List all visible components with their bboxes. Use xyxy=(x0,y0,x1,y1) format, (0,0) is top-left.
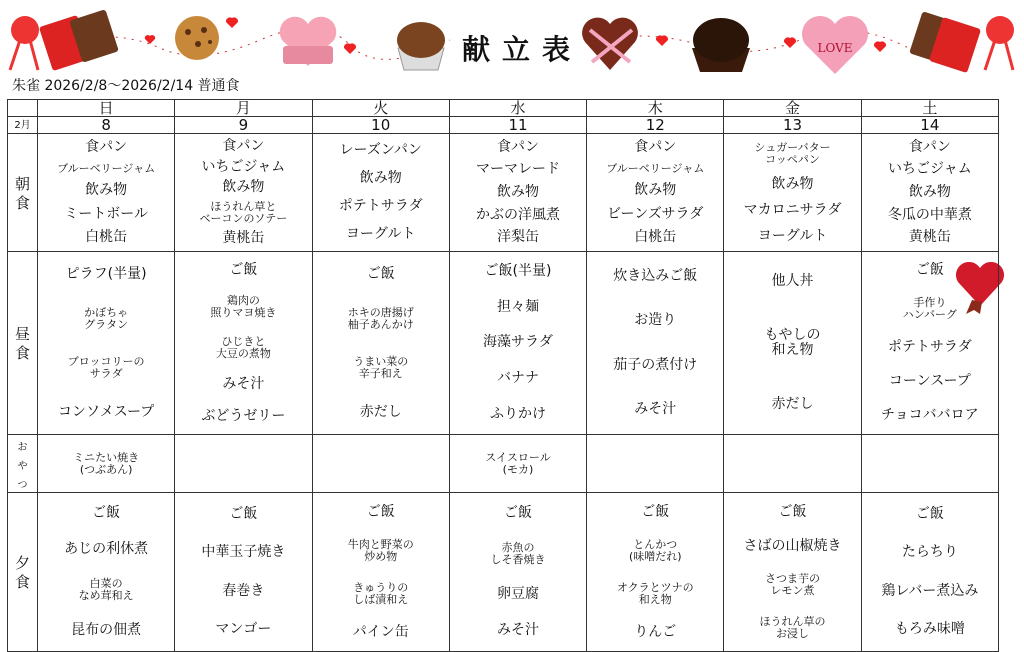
menu-item: レーズンパン xyxy=(339,141,422,158)
menu-item: スイスロール (モカ) xyxy=(485,450,551,476)
menu-item: きゅうりの しば漬和え xyxy=(353,580,409,606)
meal-label-text: 夕 食 xyxy=(14,554,30,591)
breakfast-row xyxy=(8,134,999,252)
menu-item: 白桃缶 xyxy=(634,228,677,245)
menu-item: 飲み物 xyxy=(222,179,265,196)
menu-item: みそ汁 xyxy=(496,622,539,639)
menu-item: 担々麺 xyxy=(496,298,539,315)
menu-cell-items xyxy=(313,493,449,651)
menu-item: 昆布の佃煮 xyxy=(71,622,142,639)
menu-item: いちごジャム xyxy=(201,158,286,175)
menu-cell-items xyxy=(862,134,998,251)
menu-item: 鶏レバー煮込み xyxy=(881,582,979,599)
weekday-header: 月 xyxy=(175,100,312,117)
love-heart-icon xyxy=(802,16,868,74)
menu-item: あじの利休煮 xyxy=(64,540,149,557)
date-header: 8 xyxy=(38,117,175,134)
menu-item: 洋梨缶 xyxy=(496,229,539,246)
meal-label xyxy=(8,493,38,652)
menu-item: うまい菜の 辛子和え xyxy=(353,354,409,380)
menu-item: 食パン xyxy=(496,138,539,155)
menu-cell-items xyxy=(175,134,311,251)
menu-item: 飲み物 xyxy=(359,169,402,186)
menu-cell-items xyxy=(175,435,311,492)
menu-item: ご飯 xyxy=(92,504,121,521)
weekday-header: 木 xyxy=(587,100,724,117)
menu-item: チョコババロア xyxy=(881,406,979,423)
menu-cell xyxy=(861,252,998,435)
menu-cell xyxy=(861,435,998,493)
menu-item: ピラフ(半量) xyxy=(65,265,147,282)
menu-item: パイン缶 xyxy=(352,623,409,640)
menu-item: ブルーベリージャム xyxy=(57,162,156,176)
menu-cell-items xyxy=(38,252,174,434)
menu-cell xyxy=(175,435,312,493)
menu-cell xyxy=(312,134,449,252)
weekday-header-row xyxy=(8,100,999,117)
menu-cell xyxy=(724,493,861,652)
menu-item: 赤魚の しそ香焼き xyxy=(490,540,546,566)
menu-item: ぶどうゼリー xyxy=(201,407,286,424)
menu-item: ミートボール xyxy=(64,205,148,222)
menu-item: 中華玉子焼き xyxy=(201,544,286,561)
menu-cell-items xyxy=(724,252,860,434)
menu-cell-items xyxy=(862,435,998,492)
menu-item: 鶏肉の 照りマヨ焼き xyxy=(210,293,277,319)
menu-item: 牛肉と野菜の 炒め物 xyxy=(347,537,414,563)
menu-cell-items xyxy=(587,252,723,434)
menu-cell xyxy=(449,252,586,435)
menu-cell-items xyxy=(587,435,723,492)
menu-cell-items xyxy=(175,493,311,651)
menu-item: ビーンズサラダ xyxy=(607,205,704,222)
menu-item: 食パン xyxy=(85,139,128,156)
menu-item: オクラとツナの 和え物 xyxy=(616,580,694,606)
weekday-header: 日 xyxy=(38,100,175,117)
menu-item: ご飯 xyxy=(641,503,670,520)
ribbon-right-icon xyxy=(985,16,1014,70)
menu-cell xyxy=(175,252,312,435)
menu-item: 黄桃缶 xyxy=(222,230,265,247)
menu-item: ブロッコリーの サラダ xyxy=(67,354,145,380)
heart-cake-icon xyxy=(280,17,337,66)
menu-cell xyxy=(449,435,586,493)
menu-item: ひじきと 大豆の煮物 xyxy=(215,334,271,360)
menu-item: コーンスープ xyxy=(888,372,971,389)
menu-item: ご飯 xyxy=(778,503,807,520)
menu-cell xyxy=(38,435,175,493)
menu-cell xyxy=(449,134,586,252)
weekday-header: 火 xyxy=(312,100,449,117)
weekday-header: 水 xyxy=(449,100,586,117)
menu-item: 海藻サラダ xyxy=(483,334,553,351)
menu-item: バナナ xyxy=(496,370,539,387)
heart-icon xyxy=(874,41,886,52)
menu-item: マーマレード xyxy=(475,161,560,178)
menu-item: ご飯 xyxy=(366,265,395,282)
weekday-header: 金 xyxy=(724,100,861,117)
heart-box-icon xyxy=(582,18,638,70)
menu-cell xyxy=(587,134,724,252)
menu-cell xyxy=(312,252,449,435)
menu-item: ほうれん草と ベーコンのソテー xyxy=(199,200,288,226)
menu-item: 白菜の なめ茸和え xyxy=(78,577,134,603)
dinner-row xyxy=(8,493,999,652)
meal-label xyxy=(8,134,38,252)
menu-item: 飲み物 xyxy=(908,183,951,200)
menu-cell-items xyxy=(450,252,586,434)
month-label: 2月 xyxy=(8,117,38,134)
date-header-row xyxy=(8,117,999,134)
menu-cell-items xyxy=(724,493,860,651)
menu-cell-items xyxy=(313,252,449,434)
menu-cell xyxy=(724,134,861,252)
menu-cell xyxy=(38,134,175,252)
menu-item: シュガーバター コッペパン xyxy=(754,140,831,166)
menu-item: 食パン xyxy=(222,137,265,154)
heart-icon xyxy=(656,35,668,46)
menu-cell-items xyxy=(313,134,449,251)
menu-item: ほうれん草の お浸し xyxy=(759,614,826,640)
meal-label-text: 朝 食 xyxy=(14,174,30,212)
date-header: 13 xyxy=(724,117,861,134)
menu-item: 冬瓜の中華煮 xyxy=(887,206,972,223)
meal-label xyxy=(8,435,38,493)
menu-item: 炊き込みご飯 xyxy=(613,267,698,284)
menu-item: ポテトサラダ xyxy=(338,198,423,215)
menu-cell-items xyxy=(862,493,998,651)
menu-item: ご飯 xyxy=(503,504,532,521)
menu-item: さつま芋の レモン煮 xyxy=(765,571,821,597)
menu-item: ご飯 xyxy=(229,261,258,278)
corner-cell xyxy=(8,100,38,117)
menu-item: ヨーグルト xyxy=(757,227,828,244)
menu-cell xyxy=(175,493,312,652)
menu-cell-items xyxy=(450,134,586,251)
menu-item: ブルーベリージャム xyxy=(606,162,705,176)
menu-cell xyxy=(449,493,586,652)
menu-item: 飲み物 xyxy=(771,175,814,192)
menu-cell-items xyxy=(724,435,860,492)
menu-item: ミニたい焼き (つぶあん) xyxy=(73,450,140,476)
menu-item: 春巻き xyxy=(222,582,265,599)
menu-table xyxy=(7,99,999,652)
menu-item: 手作り ハンバーグ xyxy=(902,296,957,322)
menu-item: 黄桃缶 xyxy=(908,229,951,246)
menu-cell-items xyxy=(175,252,311,434)
menu-item: 食パン xyxy=(634,139,677,156)
lunch-row xyxy=(8,252,999,435)
menu-cell xyxy=(587,252,724,435)
menu-cell xyxy=(861,134,998,252)
date-header: 11 xyxy=(449,117,586,134)
menu-item: 赤だし xyxy=(771,396,814,413)
meal-label-text: お や つ xyxy=(17,442,28,491)
menu-cell xyxy=(724,252,861,435)
menu-item: ポテトサラダ xyxy=(887,338,972,355)
menu-item: 飲み物 xyxy=(85,182,128,199)
snack-row xyxy=(8,435,999,493)
love-text: LOVE xyxy=(817,41,853,55)
menu-item: かぼちゃ グラタン xyxy=(84,305,129,331)
chocolate-bar-right-icon xyxy=(909,11,981,73)
menu-cell-items xyxy=(38,134,174,251)
menu-cell xyxy=(724,435,861,493)
menu-item: ご飯 xyxy=(229,505,258,522)
menu-cell xyxy=(38,493,175,652)
menu-item: みそ汁 xyxy=(222,375,265,392)
menu-cell-items xyxy=(587,493,723,651)
menu-cell xyxy=(312,493,449,652)
menu-cell-items xyxy=(38,493,174,651)
page-subtitle: 朱雀 2026/2/8〜2026/2/14 普通食 xyxy=(12,78,240,94)
menu-item: お造り xyxy=(634,312,677,329)
heart-icon xyxy=(226,17,238,28)
menu-cell xyxy=(861,493,998,652)
menu-cell-items xyxy=(450,493,586,651)
menu-cell xyxy=(587,435,724,493)
menu-item: たらちり xyxy=(901,544,958,561)
meal-label xyxy=(8,252,38,435)
menu-item: 食パン xyxy=(908,138,951,155)
ribbon-left-icon xyxy=(10,16,39,70)
menu-item: 飲み物 xyxy=(496,183,539,200)
menu-item: 卵豆腐 xyxy=(496,586,539,603)
menu-item: りんご xyxy=(634,623,677,640)
menu-cell xyxy=(175,134,312,252)
menu-item: ホキの唐揚げ 柚子あんかけ xyxy=(347,305,414,331)
menu-cell-items xyxy=(862,252,998,434)
menu-item: もやしの 和え物 xyxy=(764,326,821,358)
menu-cell-items xyxy=(313,435,449,492)
menu-item: マンゴー xyxy=(215,621,272,638)
heart-icon xyxy=(784,37,796,48)
date-header: 9 xyxy=(175,117,312,134)
heart-icon xyxy=(344,43,356,54)
menu-item: 赤だし xyxy=(359,403,402,420)
menu-cell-items xyxy=(450,435,586,492)
menu-item: 白桃缶 xyxy=(85,228,128,245)
menu-item: マカロニサラダ xyxy=(743,201,842,218)
menu-item: コンソメスープ xyxy=(57,403,155,420)
menu-item: ご飯 xyxy=(366,503,395,520)
chocolate-cup-icon xyxy=(397,22,445,70)
chocolate-bar-left-icon xyxy=(39,9,119,71)
menu-cell xyxy=(312,435,449,493)
menu-item: もろみ味噌 xyxy=(894,621,965,638)
cookie-icon xyxy=(175,16,219,60)
menu-item: ご飯(半量) xyxy=(484,263,552,280)
menu-cell-items xyxy=(38,435,174,492)
menu-item: ご飯 xyxy=(915,262,944,279)
menu-item: とんかつ (味噌だれ) xyxy=(628,537,682,563)
truffle-icon xyxy=(692,18,750,72)
menu-cell-items xyxy=(724,134,860,251)
date-header: 10 xyxy=(312,117,449,134)
heart-icon xyxy=(145,35,155,44)
menu-item: 飲み物 xyxy=(634,182,677,199)
menu-item: 茄子の煮付け xyxy=(613,356,698,373)
menu-item: ご飯 xyxy=(915,505,944,522)
menu-item: かぶの洋風煮 xyxy=(475,206,560,223)
menu-item: 他人丼 xyxy=(771,272,814,289)
menu-cell xyxy=(587,493,724,652)
menu-item: ヨーグルト xyxy=(345,226,416,243)
menu-item: ふりかけ xyxy=(489,405,546,422)
menu-cell xyxy=(38,252,175,435)
date-header: 14 xyxy=(861,117,998,134)
menu-item: みそ汁 xyxy=(634,401,677,418)
date-header: 12 xyxy=(587,117,724,134)
meal-label-text: 昼 食 xyxy=(14,325,30,362)
weekday-header: 土 xyxy=(861,100,998,117)
menu-item: いちごジャム xyxy=(887,161,972,178)
menu-cell-items xyxy=(587,134,723,251)
page-title: 献立表 xyxy=(462,33,583,66)
menu-item: さばの山椒焼き xyxy=(743,537,842,554)
